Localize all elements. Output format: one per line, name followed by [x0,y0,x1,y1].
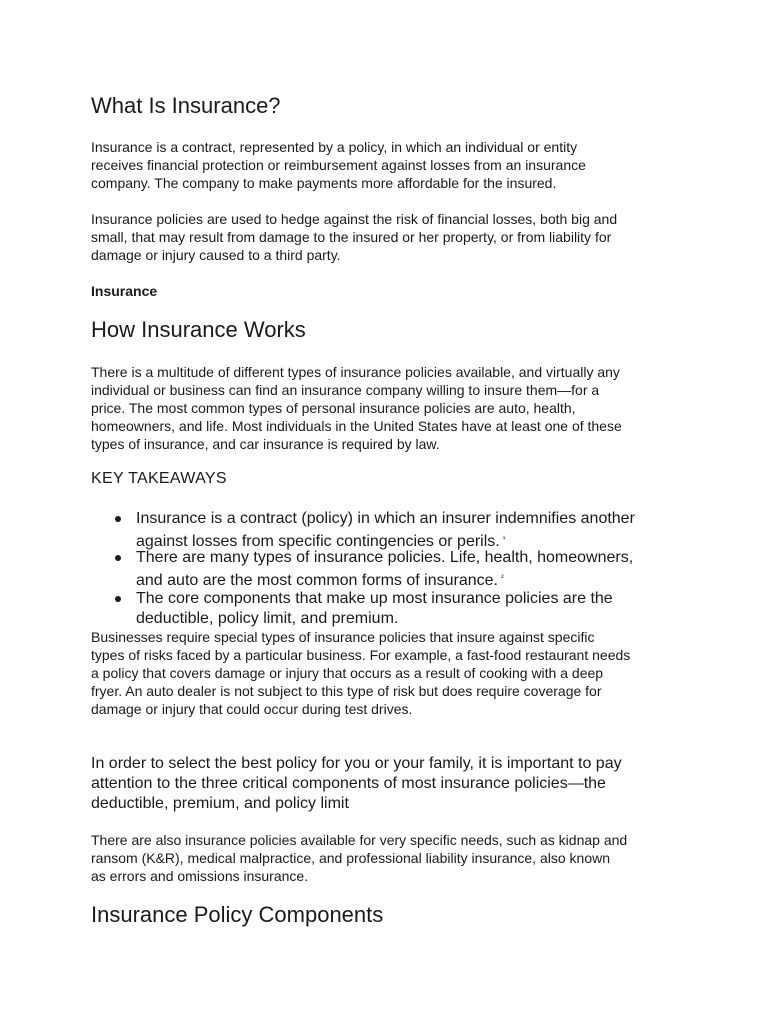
footnote-marker: ² [500,573,504,582]
text-line: There are many types of insurance policies. Life, health, homeowners, [136,549,634,566]
text-line: receives financial protection or reimbursement against losses from an insurance [91,157,586,173]
text-line: Businesses require special types of insurance policies that insure against specific [91,629,595,645]
text-line: damage or injury caused to a third party. [91,247,341,263]
paragraph-types [91,363,622,453]
key-takeaways-title: KEY TAKEAWAYS [91,470,227,487]
text-line: damage or injury that could occur during test drives. [91,701,413,717]
text-line: individual or business can find an insurance company willing to insure them—for a [91,382,600,398]
text-line: The core components that make up most insurance policies are the [136,590,613,607]
text-line-content: and auto are the most common forms of insurance. [136,572,498,589]
text-line: as errors and omissions insurance. [91,868,309,884]
paragraph-select-policy [91,754,622,814]
paragraph-hedge [91,210,617,264]
text-line: fryer. An auto dealer is not subject to this type of risk but does require coverage for [91,683,602,699]
text-line: company. The company to make payments more affordable for the insured. [91,175,557,191]
footnote-marker: ¹ [502,534,506,543]
text-line: Insurance is a contract, represented by a policy, in which an individual or entity [91,139,578,155]
text-line: Insurance is a contract (policy) in which an insurer indemnifies another [136,510,635,527]
text-line: There are also insurance policies available for very specific needs, such as kidnap and [91,832,628,848]
takeaway-text [136,509,635,552]
heading-how-insurance-works: How Insurance Works [91,317,306,342]
bullet-icon [115,596,121,602]
text-line: deductible, premium, and policy limit [91,795,349,812]
subheading-insurance: Insurance [91,283,158,299]
text-line: types of insurance, and car insurance is required by law. [91,436,440,452]
text-line: small, that may result from damage to the insured or her property, or from liability for [91,229,612,245]
heading-policy-components: Insurance Policy Components [91,902,384,927]
paragraph-definition [91,138,586,192]
text-line: types of risks faced by a particular business. For example, a fast-food restaurant needs [91,647,631,663]
text-line: homeowners, and life. Most individuals in the United States have at least one of these [91,418,622,434]
takeaway-text [136,548,633,591]
text-line: attention to the three critical components of most insurance policies—the [91,775,606,792]
text-line-content: against losses from specific contingencies or perils. [136,533,500,550]
text-line: There is a multitude of different types of insurance policies available, and virtually any [91,364,620,380]
text-line: a policy that covers damage or injury that occurs as a result of cooking with a deep [91,665,604,681]
text-line: price. The most common types of personal insurance policies are auto, health, [91,400,576,416]
takeaway-text [136,589,613,629]
text-line: ransom (K&R), medical malpractice, and professional liability insurance, also known [91,850,611,866]
text-line: deductible, policy limit, and premium. [136,610,399,627]
bullet-icon [115,555,121,561]
text-line [136,568,633,591]
paragraph-business [91,628,630,718]
text-line: Insurance policies are used to hedge against the risk of financial losses, both big and [91,211,618,227]
heading-what-is-insurance: What Is Insurance? [91,93,281,118]
text-line: In order to select the best policy for you or your family, it is important to pay [91,755,622,772]
bullet-icon [115,516,121,522]
paragraph-specific-needs [91,831,627,885]
